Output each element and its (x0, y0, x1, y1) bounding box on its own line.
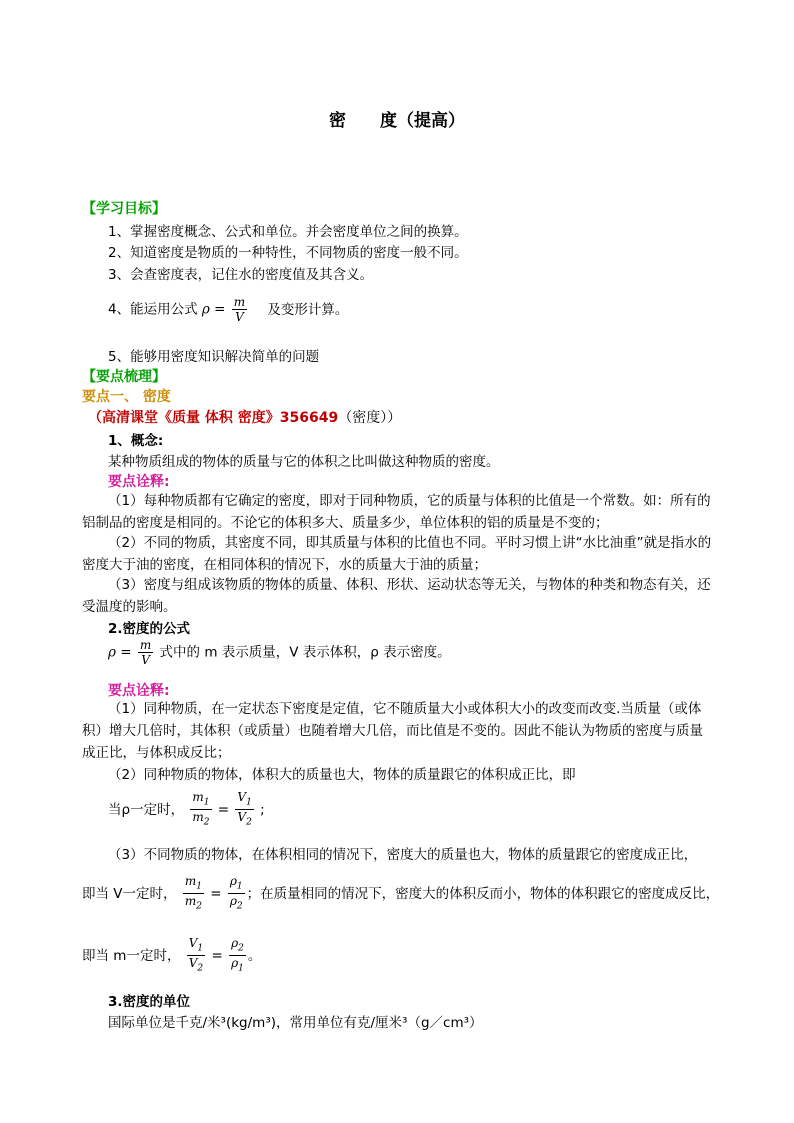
goal-3: 3、会查密度表，记住水的密度值及其含义。 (108, 267, 374, 283)
explain2-1: （1）同种物质，在一定状态下密度是定值，它不随质量大小或体积大小的改变而改变.当质量（或体积）增大几倍时，其体积（或质量）也随着增大几倍，而比值是不变的。因此不能认为物质的密度与质量成正比，与体积成反比； (82, 701, 703, 761)
learning-goals-header: 【学习目标】 (82, 201, 166, 217)
explain2-2: （2）同种物质的物体，体积大的质量也大，物体的质量跟它的体积成正比，即 (108, 767, 576, 783)
explain2-3: （3）不同物质的物体，在体积相同的情况下，密度大的质量也大，物体的质量跟它的密度成正比， (108, 847, 698, 863)
ratio-same-mass: 即当 m一定时， $\frac{V_1}{V_2}$ = $\frac{\rho_2}{\rho_1}$ 。 (82, 936, 262, 974)
formula-title: 2.密度的公式 (108, 621, 191, 637)
goal-2: 2、知道密度是物质的一种特性，不同物质的密度一般不同。 (108, 245, 468, 261)
unit-text: 国际单位是千克/米³(kg/m³)，常用单位有克/厘米³（g／cm³） (108, 1015, 483, 1031)
explain-3: （3）密度与组成该物质的物体的质量、体积、形状、运动状态等无关，与物体的种类和物态有关，还受温度的影响。 (82, 577, 711, 615)
density-fraction: $\frac{m}{V}$ (233, 295, 246, 324)
goal-1: 1、掌握密度概念、公式和单位。并会密度单位之间的换算。 (108, 224, 468, 240)
goal-5: 5、能够用密度知识解决简单的问题 (108, 349, 320, 365)
formula-fraction: $\frac{m}{V}$ (139, 638, 152, 667)
explain-label-2: 要点诠释: (108, 683, 170, 699)
course-link[interactable]: （高清课堂《质量 体积 密度》356649（密度）） (88, 410, 402, 426)
key-point-1: 要点一、 密度 (82, 389, 171, 405)
density-formula-lhs: ρ = (201, 301, 226, 318)
unit-title: 3.密度的单位 (108, 994, 191, 1010)
goal-4: 4、能运用公式 ρ = $\frac{m}{V}$ 及变形计算。 (108, 295, 349, 324)
concept-text: 某种物质组成的物体的质量与它的体积之比叫做这种物质的密度。 (108, 454, 500, 470)
concept-title: 1、概念: (108, 433, 164, 449)
ratio-same-density: 当ρ一定时， $\frac{m_1}{m_2}$ = $\frac{V_1}{V_2}$ ; (108, 790, 265, 828)
review-header: 【要点梳理】 (82, 369, 166, 385)
explain-label: 要点诠释: (108, 474, 170, 490)
explain-2: （2）不同的物质，其密度不同，即其质量与体积的比值也不同。平时习惯上讲“水比油重”就是指水的密度大于油的密度，在相同体积的情况下，水的质量大于油的质量； (82, 535, 712, 573)
ratio-same-volume: 即当 V一定时， $\frac{m_1}{m_2}$ = $\frac{\rho_1}{\rho_2}$ ；在质量相同的情况下，密度大的体积反而小，物体的体积跟它的密度成反比， (82, 874, 720, 912)
explain-1: （1）每种物质都有它确定的密度，即对于同种物质，它的质量与体积的比值是一个常数。如：所有的铝制品的密度是相同的。不论它的体积多大、质量多少，单位体积的铝的质量是不变的； (82, 493, 711, 531)
formula-line: ρ = $\frac{m}{V}$ 式中的 m 表示质量，V 表示体积，ρ 表示密度。 (108, 638, 451, 667)
page-title: 密 度（提高） (329, 111, 465, 131)
